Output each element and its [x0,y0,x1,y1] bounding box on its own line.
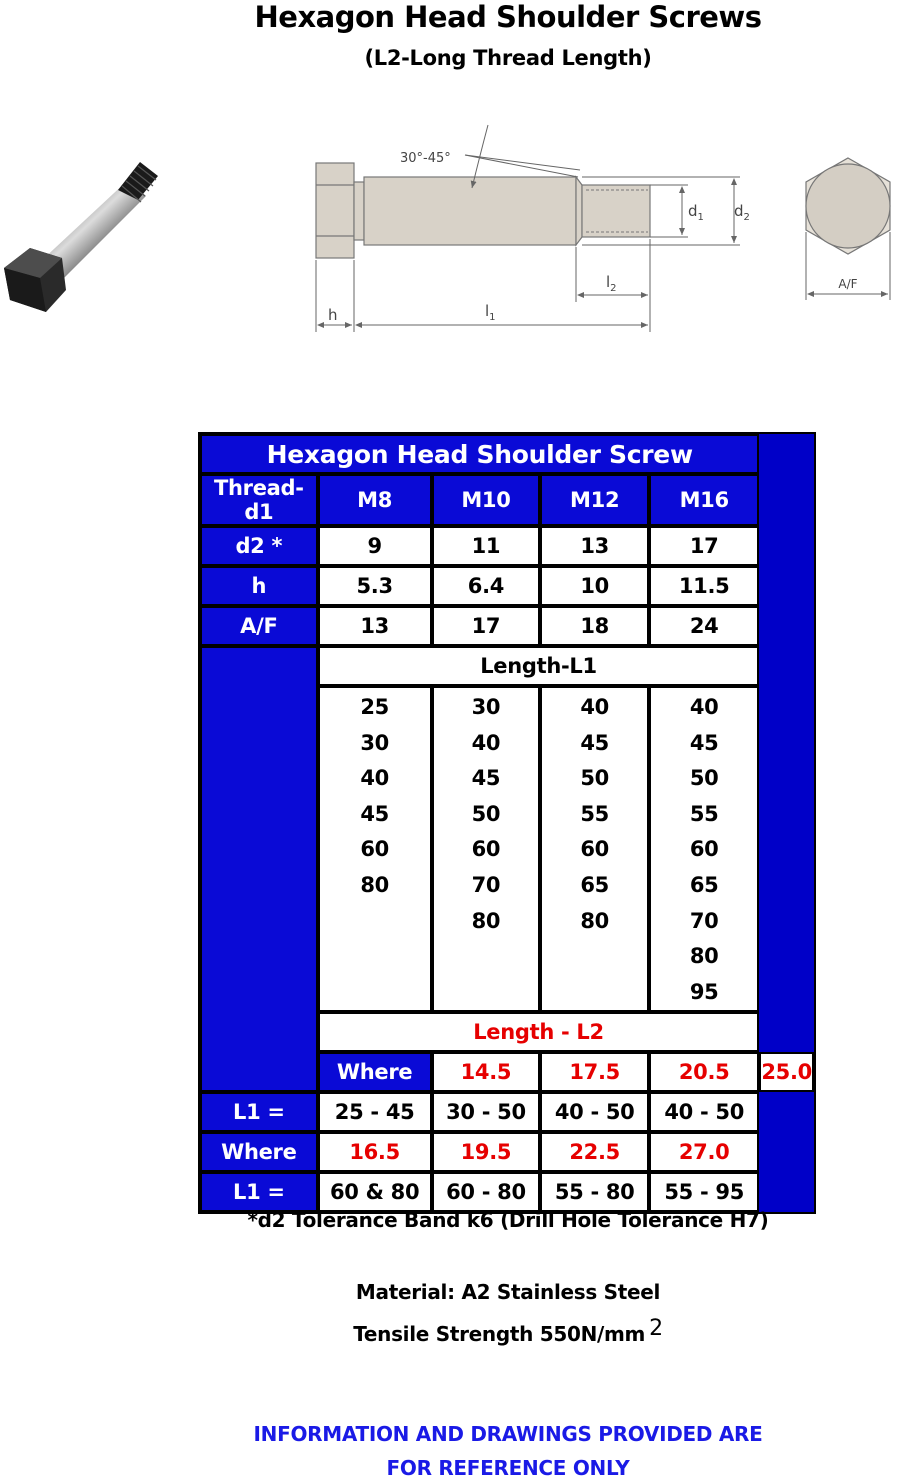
thread-label: Thread-d1 [200,474,318,526]
table-cell: 17 [649,526,759,566]
thread-m10: M10 [432,474,541,526]
length-l1-header: Length-L1 [318,646,760,686]
table-cell: 9 [318,526,432,566]
table-cell: 60 - 80 [432,1172,541,1212]
table-cell: 30 - 50 [432,1092,541,1132]
l1-list-m12: 40 45 50 55 60 65 80 [540,686,649,1012]
screw-drawing [310,110,760,342]
l1-list-m8: 25 30 40 45 60 80 [318,686,432,1012]
l1-eq-label: L1 = [200,1092,318,1132]
svg-text:d1 [688,202,704,223]
table-cell: 25.0 [759,1052,814,1092]
svg-text:l2 [606,273,617,294]
thread-m12: M12 [540,474,649,526]
table-cell: 60 & 80 [318,1172,432,1212]
table-cell: 40 - 50 [540,1092,649,1132]
l2-subscript: 2 [610,283,617,294]
l1-list-m16: 40 45 50 55 60 65 70 80 95 [649,686,759,1012]
blank-label-cell [200,646,318,1092]
page-subtitle: (L2-Long Thread Length) [364,46,652,70]
h-label: h [328,306,338,324]
table-cell: 55 - 80 [540,1172,649,1212]
table-cell: 17.5 [540,1052,649,1092]
table-cell: 14.5 [432,1052,541,1092]
row-label-h: h [200,566,318,606]
d2-subscript: 2 [743,212,750,223]
table-cell: 20.5 [649,1052,759,1092]
table-cell: 18 [540,606,649,646]
l1-list-m10: 30 40 45 50 60 70 80 [432,686,541,1012]
table-row [200,606,814,646]
hex-end-view [798,152,898,302]
thread-m16: M16 [649,474,759,526]
table-row [200,566,814,606]
spec-table [198,432,816,1214]
thread-m8: M8 [318,474,432,526]
where-label: Where [318,1052,432,1092]
table-cell: 17 [432,606,541,646]
table-row [200,1172,814,1212]
tolerance-note: *d2 Tolerance Band k6 (Drill Hole Tolerance H7) [247,1208,769,1232]
table-cell: 16.5 [318,1132,432,1172]
d2-label: d [734,202,744,220]
disclaimer-line-2: FOR REFERENCE ONLY [386,1456,630,1480]
table-cell: 13 [540,526,649,566]
l1-eq-label: L1 = [200,1172,318,1212]
table-cell: 55 - 95 [649,1172,759,1212]
tensile-note [0,1316,900,1346]
d1-label: d [688,202,698,220]
row-label-d2: d2 * [200,526,318,566]
screw-photo [0,150,170,350]
l1-label: l [485,302,490,320]
table-cell: 10 [540,566,649,606]
table-cell: 5.3 [318,566,432,606]
where-label: Where [200,1132,318,1172]
length-l2-header: Length - L2 [318,1012,760,1052]
table-cell: 22.5 [540,1132,649,1172]
tensile-text: Tensile Strength 550N/mm [353,1322,646,1346]
angle-label: 30°-45° [400,151,451,166]
table-row [200,1132,814,1172]
table-cell: 40 - 50 [649,1092,759,1132]
table-cell: 24 [649,606,759,646]
table-cell: 11.5 [649,566,759,606]
table-cell: 13 [318,606,432,646]
disclaimer-line-1: INFORMATION AND DRAWINGS PROVIDED ARE [253,1422,763,1446]
page-title: Hexagon Head Shoulder Screws [254,0,762,34]
table-cell: 25 - 45 [318,1092,432,1132]
row-label-af: A/F [200,606,318,646]
l2-label: l [606,273,611,291]
tensile-superscript: 2 [649,1316,663,1341]
table-cell: 27.0 [649,1132,759,1172]
table-row [200,1092,814,1132]
material-note: Material: A2 Stainless Steel [355,1280,661,1304]
table-cell: 11 [432,526,541,566]
table-row [200,526,814,566]
l1-subscript: 1 [489,312,496,323]
af-label: A/F [838,277,858,291]
d1-subscript: 1 [697,212,704,223]
svg-text:d2 [734,202,750,223]
table-cell: 6.4 [432,566,541,606]
table-title: Hexagon Head Shoulder Screw [200,434,759,474]
table-cell: 19.5 [432,1132,541,1172]
svg-text:l1 [485,302,496,323]
